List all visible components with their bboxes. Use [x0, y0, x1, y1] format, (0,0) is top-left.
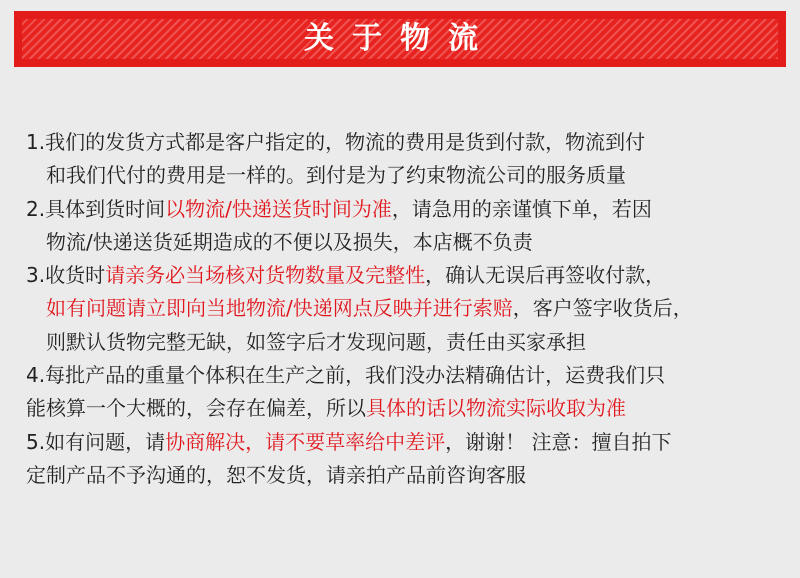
item-3-text-c: ，客户签字收货后，: [512, 296, 693, 321]
item-2-line-1: [26, 193, 786, 226]
item-3-text-a: 3.收货时: [26, 263, 106, 288]
item-5-line-1: [26, 426, 786, 459]
item-2-text-b: ，请急用的亲谨慎下单，若因: [391, 196, 652, 221]
item-4-line-1: 4.每批产品的重量个体积在生产之前，我们没办法精确估计，运费我们只: [26, 363, 666, 388]
item-1-line-2: 和我们代付的费用是一样的。到付是为了约束物流公司的服务质量: [46, 163, 626, 188]
item-4-line-2: [26, 392, 786, 425]
item-4-text-a: 能核算一个大概的，会存在偏差，所以: [26, 396, 366, 421]
item-5-text-a: 5.如有问题，请: [26, 429, 166, 454]
item-5-highlight: 协商解决，请不要草率给中差评: [165, 429, 446, 454]
item-2-text-a: 2.具体到货时间: [26, 196, 166, 221]
item-3-line-2: [26, 292, 786, 325]
item-3-line-1: [26, 259, 786, 292]
item-3-text-b: ，确认无误后再签收付款，: [425, 263, 666, 288]
header-banner: [14, 11, 786, 67]
item-3-line-3: 则默认货物完整无缺，如签字后才发现问题，责任由买家承担: [46, 329, 586, 354]
item-2-highlight: 以物流/快递送货时间为准: [165, 196, 392, 221]
logistics-notice: [26, 126, 786, 492]
item-3-highlight-2: 如有问题请立即向当地物流/快递网点反映并进行索赔: [46, 296, 513, 321]
item-3-highlight-1: 请亲务必当场核对货物数量及完整性: [105, 263, 426, 288]
item-2-line-2: 物流/快递送货延期造成的不便以及损失，本店概不负责: [46, 229, 533, 254]
item-5-line-2: 定制产品不予沟通的，恕不发货，请亲拍产品前咨询客服: [26, 462, 526, 487]
item-1-line-1: 1.我们的发货方式都是客户指定的，物流的费用是货到付款，物流到付: [26, 130, 646, 154]
page-title: 关于物流: [304, 21, 496, 56]
item-4-highlight: 具体的话以物流实际收取为准: [366, 396, 626, 421]
item-5-text-b: ，谢谢！ 注意：擅自拍下: [445, 429, 672, 454]
